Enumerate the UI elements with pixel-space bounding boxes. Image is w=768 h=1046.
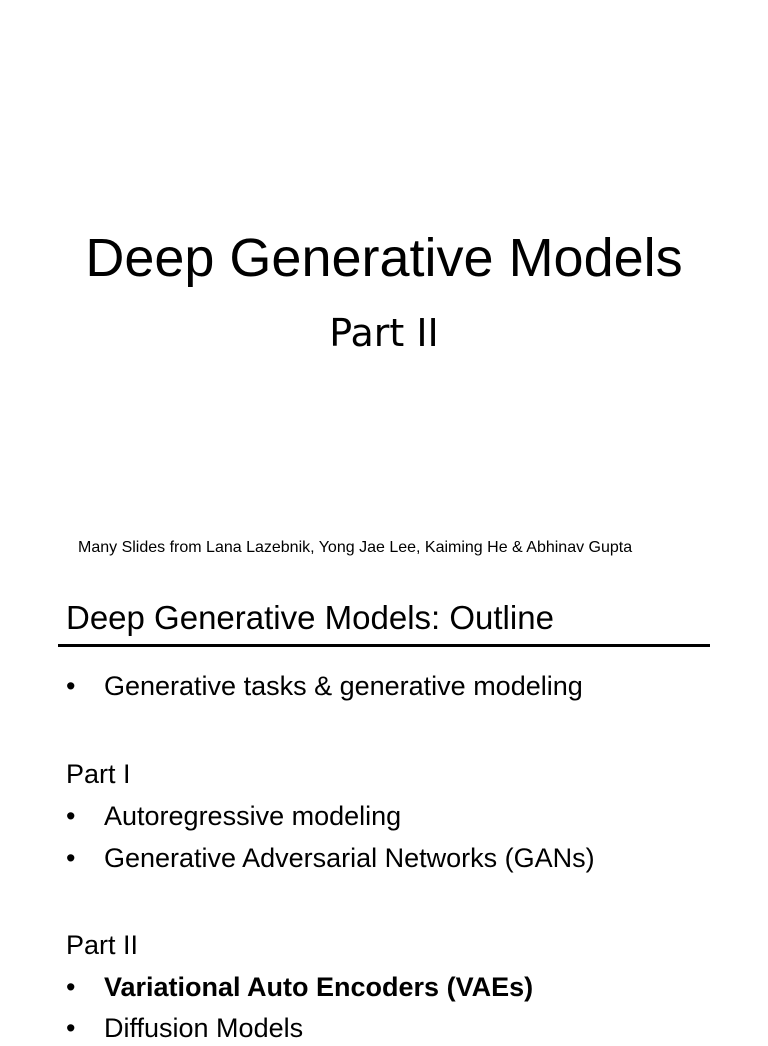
slide-credits: Many Slides from Lana Lazebnik, Yong Jae Lee, Kaiming He & Abhinav Gupta — [78, 539, 633, 556]
outline-item-part1-1: Autoregressive modeling — [104, 801, 402, 831]
outline-item-intro: Generative tasks & generative modeling — [104, 671, 583, 701]
outline-slide — [0, 576, 768, 1043]
part2-label: Part II — [66, 930, 139, 960]
slide-title: Deep Generative Models — [85, 228, 683, 288]
part1-label: Part I — [66, 759, 131, 789]
bullet-glyph: • — [66, 972, 76, 1002]
bullet-glyph: • — [66, 801, 76, 831]
outline-item-part1-2: Generative Adversarial Networks (GANs) — [104, 843, 595, 873]
outline-heading: Deep Generative Models: Outline — [66, 599, 554, 636]
heading-underline — [58, 644, 710, 647]
outline-item-part2-2: Diffusion Models — [104, 1013, 304, 1043]
outline-item-part2-1: Variational Auto Encoders (VAEs) — [104, 972, 534, 1002]
bullet-glyph: • — [66, 1013, 76, 1043]
slide-subtitle: Part II — [329, 311, 439, 355]
bullet-glyph: • — [66, 843, 76, 873]
bullet-glyph: • — [66, 671, 76, 701]
